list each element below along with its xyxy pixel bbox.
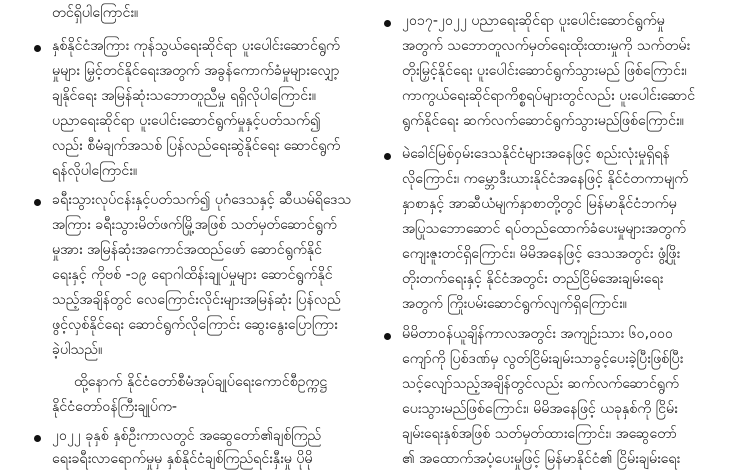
- bullet-point: [34, 199, 41, 206]
- text-line: လိုကြောင်း၊ ကမ္ဘောဒီးယားနိုင်ငံအနေဖြင့် နိုင်ငံတကာမျက်: [402, 171, 689, 187]
- text-line: ၏ အထောက်အပံ့ပေးမှုဖြင့် မြန်မာနိုင်ငံ၏ ငြိမ်းချမ်းရေး: [402, 451, 681, 467]
- text-line: အတွက် သဘောတူလက်မှတ်ရေးထိုးထားမှုကို သက်တမ်း: [402, 38, 691, 54]
- bullet-point: [34, 45, 41, 52]
- bullet-point: [384, 153, 391, 160]
- text-line: တိုးမြှင့်နိုင်ရေး ပူးပေါင်းဆောင်ရွက်သွားမည် ဖြစ်ကြောင်း၊: [402, 63, 687, 79]
- text-line: ကျေးဇူးတင်ရှိကြောင်း၊ မိမိအနေဖြင့် ဒေသအတွင်း ဖွံ့ဖြိုး: [402, 246, 681, 262]
- text-line: ရေးခရီးလာရောက်မှုမှ နှစ်နိုင်ငံချစ်ကြည်ရင်းနှီးမှု ပိုမို: [52, 451, 313, 467]
- text-line: ချနိုင်ရေး အမြန်ဆုံးသဘောတူညီမှု ရရှိလိုပါကြောင်း။: [52, 88, 317, 104]
- text-line: ပညာရေးဆိုင်ရာ ပူးပေါင်းဆောင်ရွက်မှုနှင့်ပတ်သက်၍: [52, 113, 321, 129]
- text-line: ပေးသွားမည်ဖြစ်ကြောင်း၊ မိမိအနေဖြင့် ယခုနှစ်ကို ငြိမ်း: [402, 401, 678, 417]
- text-line: ချမ်းရေးနှစ်အဖြစ် သတ်မှတ်ထားကြောင်း၊ အဆွေတော်: [402, 426, 677, 442]
- text-line: တိုးတက်ရေးနှင့် နိုင်ငံအတွင်း တည်ငြိမ်အေးချမ်းရေး: [402, 271, 664, 287]
- bullet-point: [384, 20, 391, 27]
- text-line: မိမိတာဝန်ယူချိန်ကာလအတွင်း အကျဉ်းသား ၆၀,၀၀၀: [402, 326, 674, 342]
- bullet-point: [384, 333, 391, 340]
- text-line: မှုအား အမြန်ဆုံးအကောင်အထည်ဖော် ဆောင်ရွက်နိုင်: [52, 242, 322, 258]
- text-line: မဲခေါင်မြစ်ဝှမ်းဒေသနိုင်ငံများအနေဖြင့် စည်းလုံးမှုရှိရန်: [402, 146, 670, 162]
- text-line: ရန်လိုပါကြောင်း။: [52, 163, 138, 179]
- text-line: ခရီးသွားလုပ်ငန်းနှင့်ပတ်သက်၍ ပုဂံဒေသနှင့် ဆီယမ်ရိဒေသ: [52, 192, 352, 208]
- text-line: အတွက် ကြိုးပမ်းဆောင်ရွက်လျက်ရှိကြောင်း။: [402, 296, 627, 312]
- text-line: သည့်အချိန်တွင် လေကြောင်းလိုင်းများအမြန်ဆုံး ပြန်လည်: [52, 292, 341, 308]
- text-line: သင့်လျော်သည့်အချိန်တွင်လည်း ဆက်လက်ဆောင်ရွက်: [402, 376, 679, 392]
- text-line: ၂၀၂၂ ခုနှစ် နှစ်ဦးကာလတွင် အဆွေတော်၏ချစ်ကြည်: [52, 428, 322, 444]
- text-line: နှစ်နိုင်ငံအကြား ကုန်သွယ်ရေးဆိုင်ရာ ပူးပေါင်းဆောင်ရွက်: [52, 38, 340, 54]
- text-line: လည်း စီမံချက်အသစ် ပြန်လည်ရေးဆွဲနိုင်ရေး ဆောင်ရွက်: [52, 138, 341, 154]
- text-line: ရွက်နိုင်ရေး ဆက်လက်ဆောင်ရွက်သွားမည်ဖြစ်ကြောင်း။: [402, 113, 684, 129]
- text-line: အကြား ခရီးသွားမိတ်ဖက်မြို့အဖြစ် သတ်မှတ်ဆောင်ရွက်: [52, 217, 337, 233]
- paragraph-line: နိုင်ငံတော်ဝန်ကြီးချုပ်က-: [52, 399, 177, 415]
- bullet-point: [34, 435, 41, 442]
- paragraph-line: ထို့နောက် နိုင်ငံတော်စီမံအုပ်ချုပ်ရေးကောင်စီဥက္ကဋ္ဌ: [74, 374, 328, 390]
- text-line: ခဲ့ပါသည်။: [52, 342, 103, 358]
- text-line: တင်ရှိပါကြောင်း။: [52, 5, 139, 21]
- text-line: ကျော်ကို ပြစ်ဒဏ်မှ လွတ်ငြိမ်းချမ်းသာခွင့်ပေးခဲ့ပြီးဖြစ်ပြီး: [402, 351, 684, 367]
- text-line: ရေးနှင့် ကိုဗစ် -၁၉ ရောဂါထိန်းချုပ်မှုများ ဆောင်ရွက်နိုင်: [52, 267, 333, 283]
- text-line: ဖွင့်လှစ်နိုင်ရေး ဆောင်ရွက်လိုကြောင်း ဆွေးနွေးပြောကြား: [52, 317, 338, 333]
- text-line: ကာကွယ်ရေးဆိုင်ရာကိစ္စရပ်များတွင်လည်း ပူးပေါင်းဆောင်: [402, 88, 696, 104]
- text-line: ၂၀၁၇-၂၀၂၂ ပညာရေးဆိုင်ရာ ပူးပေါင်းဆောင်ရွက်မှု: [402, 13, 665, 29]
- text-line: နှာစာနှင့် အာဆီယံမျက်နှာစာတို့တွင် မြန်မာနိုင်ငံဘက်မှ: [402, 196, 677, 212]
- text-line: မှုများ မြှင့်တင်နိုင်ရေးအတွက် အခွန်ကောက်ခံမှုများလျှော့: [52, 63, 340, 79]
- text-line: အပြုသဘောဆောင် ရပ်တည်ထောက်ခံပေးမှုများအတွက်: [402, 221, 686, 237]
